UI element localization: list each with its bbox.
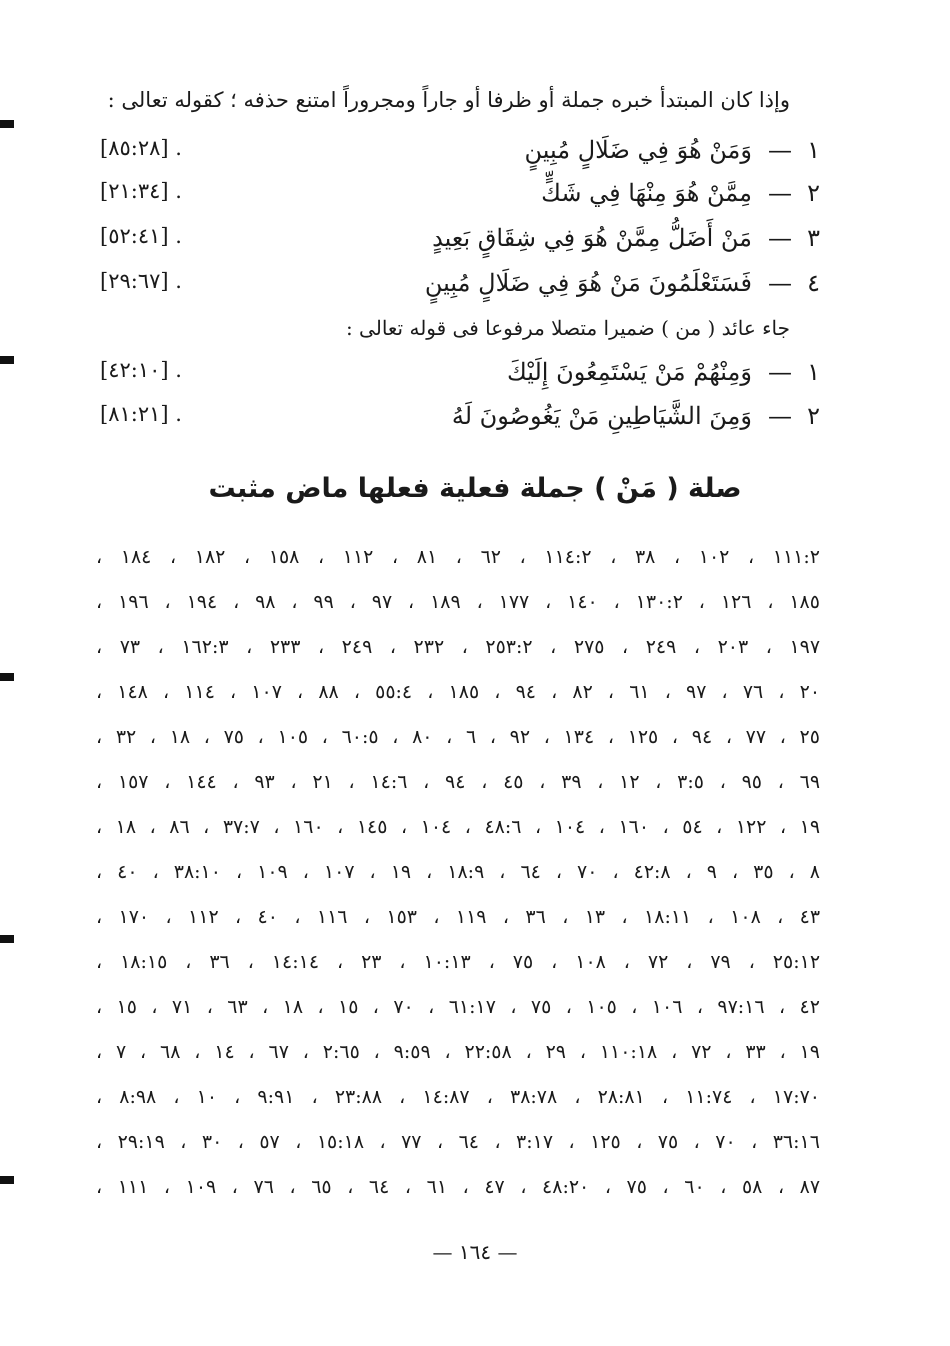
verse-text: وَمِنَ الشَّيَاطِينِ مَنْ يَغُوصُونَ لَهُ bbox=[451, 402, 752, 430]
scan-edge-mark bbox=[0, 120, 14, 128]
verse-number: ٣ bbox=[807, 224, 820, 252]
index-line: ١٩٧ ، ٢٠٣ ، ٢٤٩ ، ٢٧٥ ، ٢٥٣:٢ ، ٢٣٢ ، ٢٤٩ ، ٢٣٣ ، ١٦٢:٣ ، ٧٣ ، bbox=[96, 636, 821, 658]
verse-reference: [٢٩:٦٧] . bbox=[100, 269, 182, 293]
verse-dash: — bbox=[768, 269, 792, 297]
index-line: ٨ ، ٣٥ ، ٩ ، ٤٢:٨ ، ٧٠ ، ٦٤ ، ١٨:٩ ، ١٩ ، ١٠٧ ، ١٠٩ ، ٣٨:١٠ ، ٤٠ ، bbox=[96, 861, 820, 883]
scan-edge-mark bbox=[0, 673, 14, 681]
verse-text: وَمَنْ هُوَ فِي ضَلَالٍ مُبِينٍ bbox=[524, 136, 752, 164]
verse-row bbox=[80, 179, 820, 215]
scan-edge-mark bbox=[0, 1176, 14, 1184]
index-line: ٤٣ ، ١٠٨ ، ١٨:١١ ، ١٣ ، ٣٦ ، ١١٩ ، ١٥٣ ، ١١٦ ، ٤٠ ، ١١٢ ، ١٧٠ ، bbox=[96, 906, 821, 928]
section-intro-line: جاء عائد ( من ) ضميرا متصلا مرفوعا فى قوله تعالى : bbox=[345, 316, 790, 340]
verse-number: ١ bbox=[807, 136, 820, 164]
verse-row bbox=[80, 402, 820, 438]
scan-edge-mark bbox=[0, 356, 14, 364]
verse-number: ٤ bbox=[807, 269, 820, 297]
scan-edge-mark bbox=[0, 935, 14, 943]
index-line: ٦٩ ، ٩٥ ، ٣:٥ ، ١٢ ، ٣٩ ، ٤٥ ، ٩٤ ، ١٤:٦ ، ٢١ ، ٩٣ ، ١٤٤ ، ١٥٧ ، bbox=[96, 771, 821, 793]
index-line: ٢٥:١٢ ، ٧٩ ، ٧٢ ، ١٠٨ ، ٧٥ ، ١٠:١٣ ، ٢٣ ، ١٤:١٤ ، ٣٦ ، ١٨:١٥ ، bbox=[96, 951, 821, 973]
index-line: ٢٠ ، ٧٦ ، ٩٧ ، ٦١ ، ٨٢ ، ٩٤ ، ١٨٥ ، ٥٥:٤ ، ٨٨ ، ١٠٧ ، ١١٤ ، ١٤٨ ، bbox=[96, 681, 821, 703]
verse-reference: [٥٢:٤١] . bbox=[100, 224, 182, 248]
verse-row bbox=[80, 224, 820, 260]
verse-dash: — bbox=[768, 402, 792, 430]
verse-number: ٢ bbox=[807, 179, 820, 207]
verse-row bbox=[80, 269, 820, 305]
verse-reference: [٤٢:١٠] . bbox=[100, 358, 182, 382]
index-line: ١٨٥ ، ١٢٦ ، ١٣٠:٢ ، ١٤٠ ، ١٧٧ ، ١٨٩ ، ٩٧ ، ٩٩ ، ٩٨ ، ١٩٤ ، ١٩٦ ، bbox=[96, 591, 820, 613]
verse-reference: [٨١:٢١] . bbox=[100, 402, 182, 426]
verse-number: ٢ bbox=[807, 402, 820, 430]
verse-dash: — bbox=[768, 179, 792, 207]
index-line: ٣٦:١٦ ، ٧٠ ، ٧٥ ، ١٢٥ ، ٣:١٧ ، ٦٤ ، ٧٧ ، ١٥:١٨ ، ٥٧ ، ٣٠ ، ٢٩:١٩ ، bbox=[96, 1131, 820, 1153]
verse-dash: — bbox=[768, 136, 792, 164]
index-line: ١٩ ، ٣٣ ، ٧٢ ، ١١٠:١٨ ، ٢٩ ، ٢٢:٥٨ ، ٩:٥٩ ، ٢:٦٥ ، ٦٧ ، ١٤ ، ٦٨ ، ٧ ، bbox=[96, 1041, 820, 1063]
index-line: ٢٥ ، ٧٧ ، ٩٤ ، ١٢٥ ، ١٣٤ ، ٩٢ ، ٦ ، ٨٠ ، ٦٠:٥ ، ١٠٥ ، ٧٥ ، ١٨ ، ٣٢ ، bbox=[96, 726, 820, 748]
index-line: ١٧:٧٠ ، ١١:٧٤ ، ٢٨:٨١ ، ٣٨:٧٨ ، ١٤:٨٧ ، ٢٣:٨٨ ، ٩:٩١ ، ١٠ ، ٨:٩٨ ، bbox=[96, 1086, 821, 1108]
index-line: ٨٧ ، ٥٨ ، ٦٠ ، ٧٥ ، ٤٨:٢٠ ، ٤٧ ، ٦١ ، ٦٤ ، ٦٥ ، ٧٦ ، ١٠٩ ، ١١١ ، bbox=[96, 1176, 821, 1198]
verse-reference: [٢١:٣٤] . bbox=[100, 179, 182, 203]
page-number: — ١٦٤ — bbox=[432, 1240, 518, 1264]
index-line: ١٩ ، ١٢٢ ، ٥٤ ، ١٦٠ ، ١٠٤ ، ٤٨:٦ ، ١٠٤ ، ١٤٥ ، ١٦٠ ، ٣٧:٧ ، ٨٦ ، ١٨ ، bbox=[96, 816, 821, 838]
verse-number: ١ bbox=[807, 358, 820, 386]
section-heading: صلة ( مَنْ ) جملة فعلية فعلها ماض مثبت bbox=[208, 473, 742, 504]
verse-text: مِمَّنْ هُوَ مِنْهَا فِي شَكٍّ bbox=[541, 179, 752, 207]
verse-text: فَسَتَعْلَمُونَ مَنْ هُوَ فِي ضَلَالٍ مُبِينٍ bbox=[424, 269, 752, 297]
index-line: ١١١:٢ ، ١٠٢ ، ٣٨ ، ١١٤:٢ ، ٦٢ ، ٨١ ، ١١٢ ، ١٥٨ ، ١٨٢ ، ١٨٤ ، bbox=[96, 546, 820, 568]
intro-paragraph: وإذا كان المبتدأ خبره جملة أو ظرفا أو جاراً ومجروراً امتنع حذفه ؛ كقوله تعالى : bbox=[107, 88, 790, 112]
verse-dash: — bbox=[768, 224, 792, 252]
verse-reference: [٨٥:٢٨] . bbox=[100, 136, 182, 160]
index-line: ٤٢ ، ٩٧:١٦ ، ١٠٦ ، ١٠٥ ، ٧٥ ، ٦١:١٧ ، ٧٠ ، ١٥ ، ١٨ ، ٦٣ ، ٧١ ، ١٥ ، bbox=[96, 996, 820, 1018]
verse-dash: — bbox=[768, 358, 792, 386]
verse-text: مَنْ أَضَلُّ مِمَّنْ هُوَ فِي شِقَاقٍ بَعِيدٍ bbox=[432, 224, 752, 252]
verse-row bbox=[80, 358, 820, 394]
verse-row bbox=[80, 136, 820, 172]
verse-text: وَمِنْهُمْ مَنْ يَسْتَمِعُونَ إِلَيْكَ bbox=[507, 358, 752, 386]
